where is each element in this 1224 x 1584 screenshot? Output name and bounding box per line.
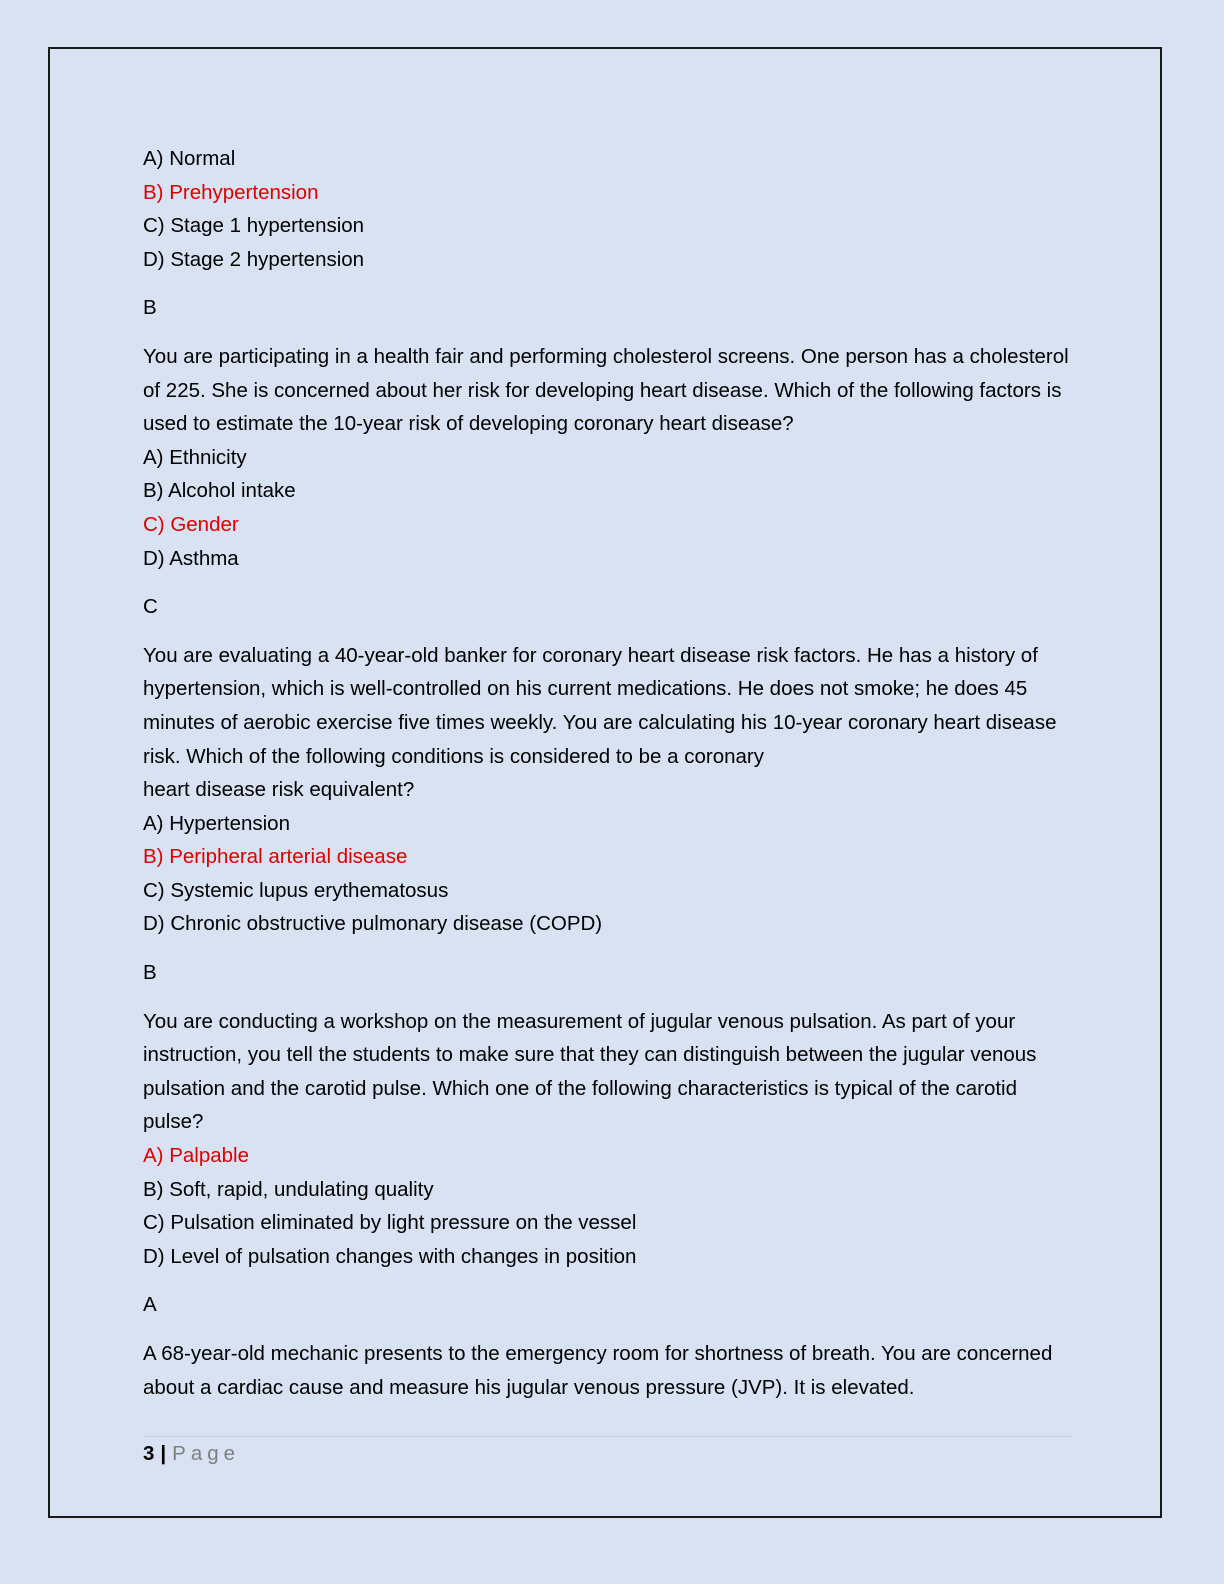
- q2-answer: C: [143, 595, 158, 619]
- q3-stem: You are evaluating a 40-year-old banker for coronary heart disease risk factors. He has a history of hypertension, which is well-controlled on his current medications. He does not smoke; he does 45 minutes of aerobic exercise five times weekly. You are calculating his 10-year coronary heart disease risk. Which of the following conditions is considered to be a coronary: [143, 643, 1057, 768]
- q3-option-a: A) Hypertension: [143, 811, 290, 835]
- q1-option-a: A) Normal: [143, 147, 236, 170]
- question-5: [143, 1337, 1073, 1404]
- q1-option-d: D) Stage 2 hypertension: [143, 247, 365, 271]
- q2-option-a: A) Ethnicity: [143, 445, 247, 469]
- q1-option-b-correct: B) Prehypertension: [143, 180, 319, 204]
- q3-option-c: C) Systemic lupus erythematosus: [143, 878, 449, 902]
- q2-option-d: D) Asthma: [143, 546, 239, 570]
- page-footer: [143, 1440, 240, 1468]
- q3-stem-continued: heart disease risk equivalent?: [143, 778, 415, 802]
- footer-separator: |: [160, 1442, 167, 1465]
- q1-option-c: C) Stage 1 hypertension: [143, 214, 365, 238]
- q4-option-a-correct: A) Palpable: [143, 1144, 249, 1168]
- question-3: [143, 639, 1073, 941]
- page-number: 3: [143, 1442, 155, 1465]
- question-1-options: [143, 142, 1073, 276]
- q3-answer: B: [143, 961, 157, 985]
- question-4: [143, 1005, 1073, 1274]
- question-2: [143, 340, 1073, 575]
- q3-option-d: D) Chronic obstructive pulmonary disease (COPD): [143, 912, 603, 936]
- q4-stem: You are conducting a workshop on the measurement of jugular venous pulsation. As part of your instruction, you tell the students to make sure that they can distinguish between the jugular venous pulsation and the carotid pulse. Which one of the following characteristics is typical of the carotid pulse?: [143, 1009, 1037, 1134]
- q5-stem: A 68-year-old mechanic presents to the emergency room for shortness of breath. You are concerned about a cardiac cause and measure his jugular venous pressure (JVP). It is elevated.: [143, 1342, 1053, 1399]
- q4-option-d: D) Level of pulsation changes with changes in position: [143, 1244, 637, 1268]
- q1-answer: B: [143, 296, 157, 320]
- page-label: Page: [172, 1442, 241, 1465]
- document-content: [143, 142, 1073, 1404]
- q4-option-c: C) Pulsation eliminated by light pressure on the vessel: [143, 1211, 637, 1235]
- q2-option-b: B) Alcohol intake: [143, 479, 296, 503]
- q2-option-c-correct: C) Gender: [143, 512, 239, 536]
- q4-option-b: B) Soft, rapid, undulating quality: [143, 1177, 434, 1201]
- q4-answer: A: [143, 1293, 157, 1317]
- q2-stem: You are participating in a health fair and performing cholesterol screens. One person has a cholesterol of 225. She is concerned about her risk for developing heart disease. Which of the following factors is used to estimate the 10-year risk of developing coronary heart disease?: [143, 344, 1069, 436]
- q3-option-b-correct: B) Peripheral arterial disease: [143, 845, 408, 869]
- footer-divider: [143, 1436, 1073, 1437]
